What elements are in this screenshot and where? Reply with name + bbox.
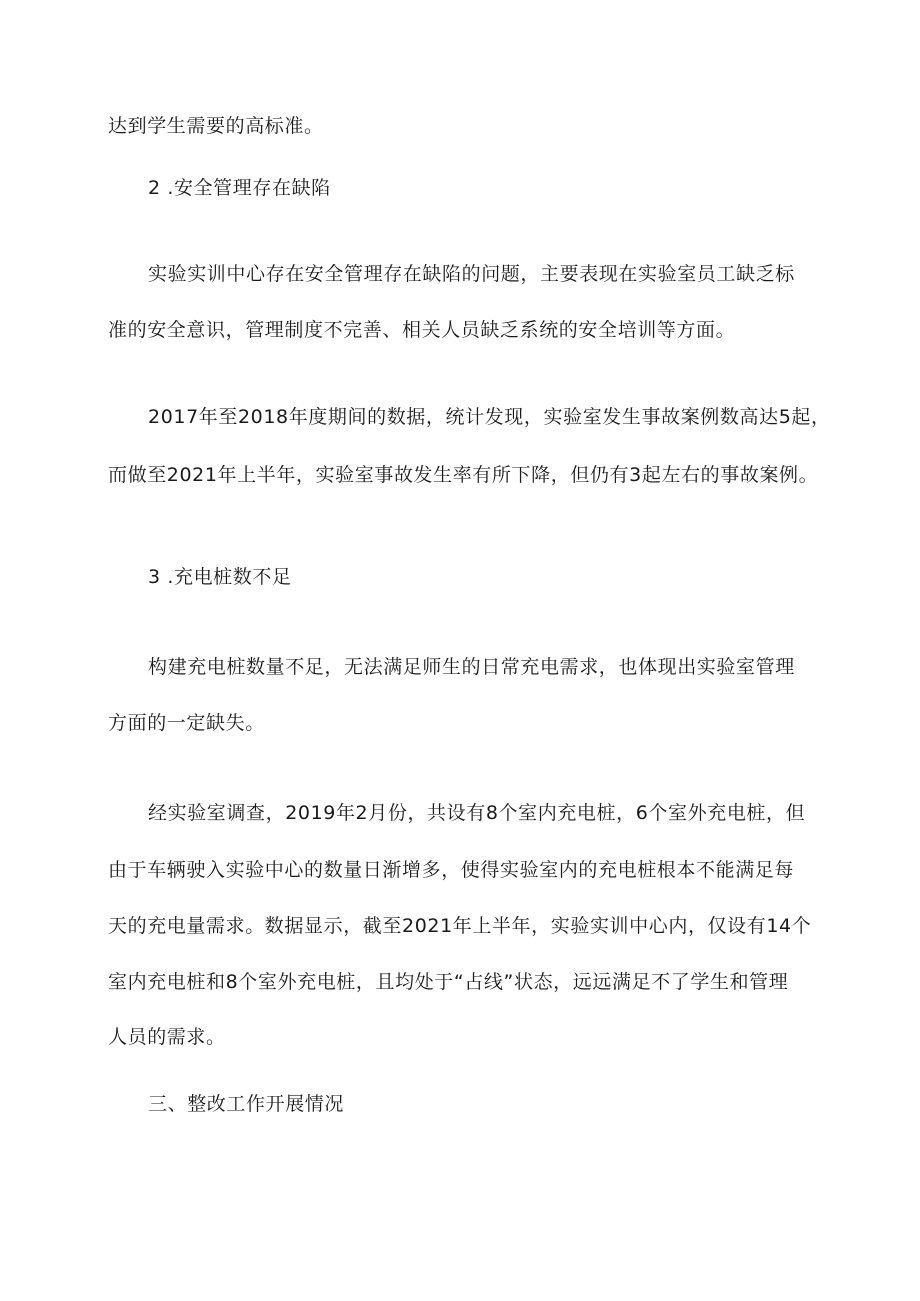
section-3-para1-line1: 构建充电桩数量不足，无法满足师生的日常充电需求，也体现出实验室管理 <box>148 656 795 678</box>
section-3-para1-line2: 方面的一定缺失。 <box>108 712 265 734</box>
continuation-text: 达到学生需要的高标准。 <box>108 115 324 137</box>
section-3-para2-line2: 由于车辆驶入实验中心的数量日渐增多，使得实验室内的充电桩根本不能满足每 <box>108 859 795 881</box>
section-three-heading: 三、整改工作开展情况 <box>148 1093 345 1115</box>
section-2-para1-line1: 实验实训中心存在安全管理存在缺陷的问题，主要表现在实验室员工缺乏标 <box>148 263 795 285</box>
section-3-para2-line5: 人员的需求。 <box>108 1026 226 1048</box>
section-3-heading: 3 .充电桩数不足 <box>148 566 292 588</box>
section-3-para2-line1: 经实验室调查，2019年2月份，共设有8个室内充电桩，6个室外充电桩，但 <box>148 802 806 824</box>
section-2-para1-line2: 准的安全意识，管理制度不完善、相关人员缺乏系统的安全培训等方面。 <box>108 319 736 341</box>
section-2-para2-line2: 而做至2021年上半年，实验室事故发生率有所下降，但仍有3起左右的事故案例。 <box>108 464 819 486</box>
section-2-para2-line1: 2017年至2018年度期间的数据，统计发现，实验室发生事故案例数高达5起， <box>148 406 831 428</box>
section-2-heading: 2 .安全管理存在缺陷 <box>148 177 331 199</box>
section-3-para2-line3: 天的充电量需求。数据显示，截至2021年上半年，实验实训中心内，仅设有14个 <box>108 915 812 937</box>
section-3-para2-line4: 室内充电桩和8个室外充电桩，且均处于“占线”状态，远远满足不了学生和管理 <box>108 971 789 993</box>
